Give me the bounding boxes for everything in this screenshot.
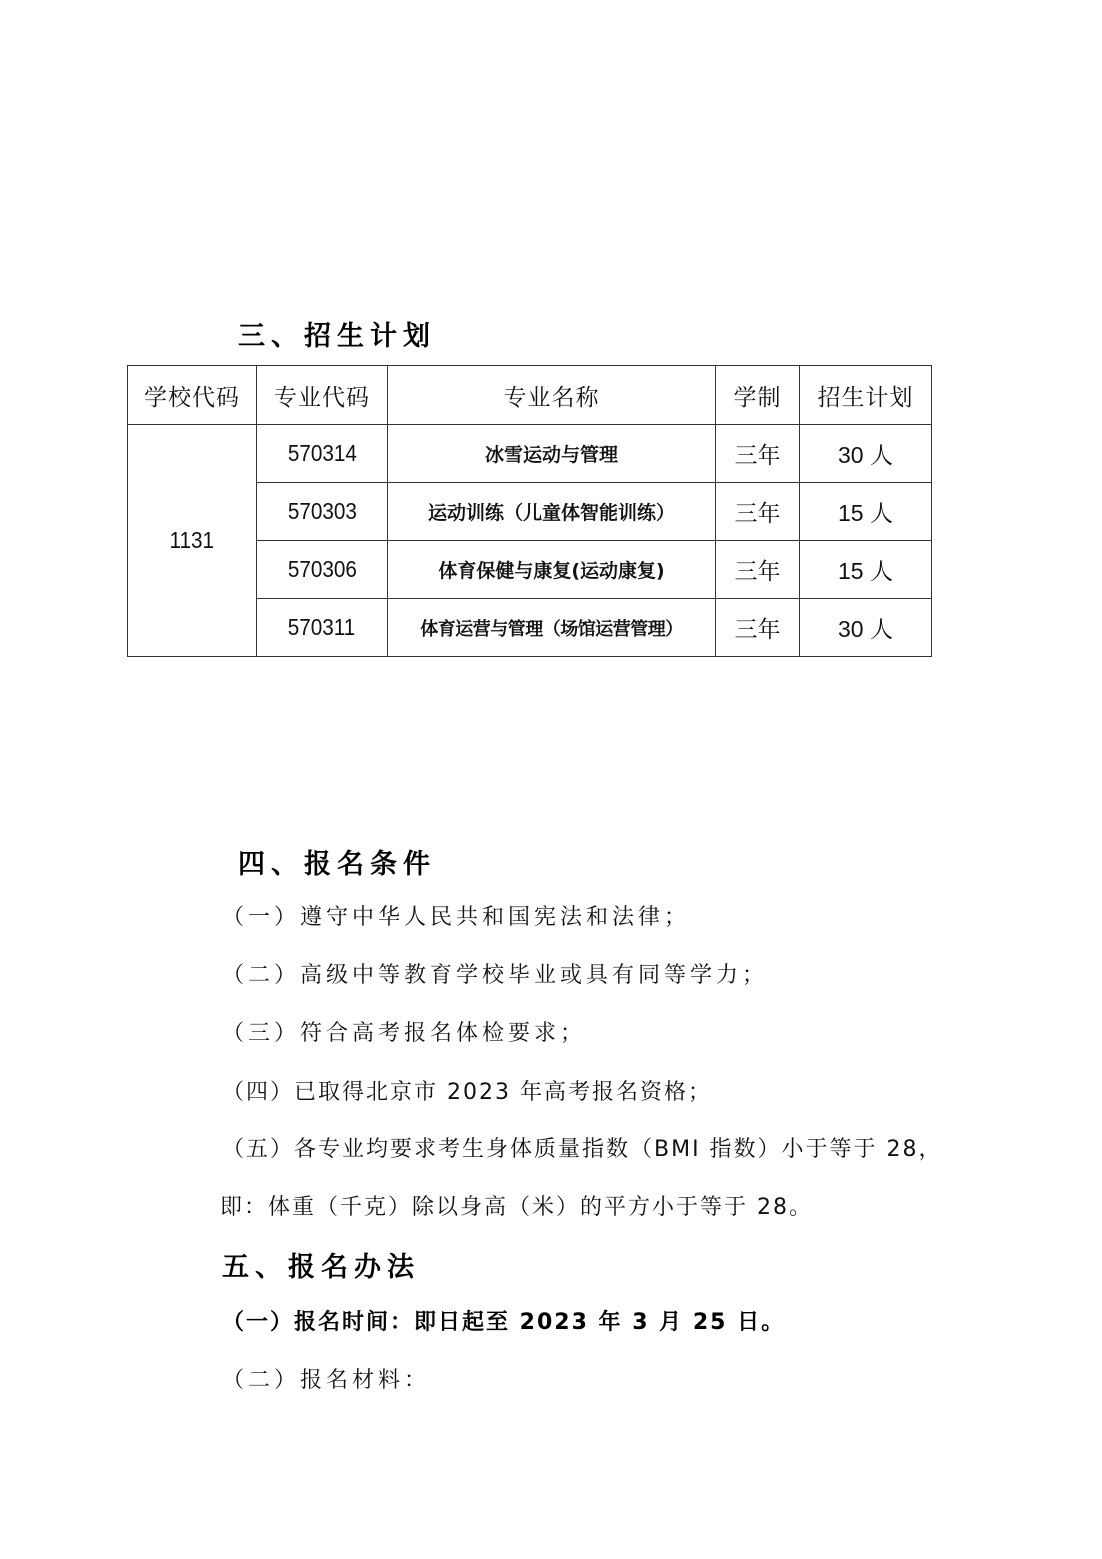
major-name-cell bbox=[388, 541, 716, 599]
major-name: 运动训练（儿童体智能训练） bbox=[427, 502, 675, 524]
major-code: 570314 bbox=[287, 440, 357, 466]
major-code-cell bbox=[257, 541, 388, 599]
major-name: 体育运营与管理（场馆运营管理） bbox=[420, 618, 683, 640]
major-name-cell bbox=[388, 425, 716, 483]
major-name: 冰雪运动与管理 bbox=[484, 444, 618, 466]
duration-cell bbox=[716, 425, 800, 483]
duration: 三年 bbox=[734, 559, 781, 585]
duration-cell bbox=[716, 483, 800, 541]
major-name: 体育保健与康复(运动康复) bbox=[438, 560, 665, 582]
eligibility-item: （四）已取得北京市 2023 年高考报名资格； bbox=[222, 1080, 712, 1105]
school-code-cell bbox=[128, 425, 257, 657]
major-code-cell bbox=[257, 599, 388, 657]
duration-cell bbox=[716, 599, 800, 657]
section-heading-application-method: 五、报名办法 bbox=[222, 1252, 420, 1283]
header-quota: 招生计划 bbox=[800, 366, 932, 425]
major-name-cell bbox=[388, 599, 716, 657]
major-code-cell bbox=[257, 425, 388, 483]
header-major-code: 专业代码 bbox=[257, 366, 388, 425]
section-heading-enrollment-plan: 三、招生计划 bbox=[238, 321, 436, 352]
application-materials: （二）报名材料： bbox=[222, 1368, 431, 1393]
school-code: 1131 bbox=[169, 527, 215, 553]
duration: 三年 bbox=[734, 617, 781, 643]
quota: 15 人 bbox=[838, 500, 893, 526]
header-major-name: 专业名称 bbox=[388, 366, 716, 425]
eligibility-item: （三）符合高考报名体检要求； bbox=[222, 1021, 587, 1046]
enrollment-plan-table bbox=[127, 365, 932, 657]
eligibility-item: （二）高级中等教育学校毕业或具有同等学力； bbox=[222, 963, 769, 988]
quota-cell bbox=[800, 483, 932, 541]
quota-cell bbox=[800, 599, 932, 657]
duration-cell bbox=[716, 541, 800, 599]
application-time: （一）报名时间：即日起至 2023 年 3 月 25 日。 bbox=[222, 1310, 786, 1335]
duration: 三年 bbox=[734, 501, 781, 527]
header-duration: 学制 bbox=[716, 366, 800, 425]
major-code: 570303 bbox=[287, 498, 357, 524]
major-code: 570306 bbox=[287, 556, 357, 582]
quota: 30 人 bbox=[838, 616, 893, 642]
header-school-code: 学校代码 bbox=[128, 366, 257, 425]
major-name-cell bbox=[388, 483, 716, 541]
quota: 15 人 bbox=[838, 558, 893, 584]
eligibility-item: （五）各专业均要求考生身体质量指数（BMI 指数）小于等于 28， bbox=[222, 1137, 943, 1162]
table-row bbox=[128, 425, 932, 483]
major-code: 570311 bbox=[288, 614, 356, 640]
section-heading-eligibility: 四、报名条件 bbox=[238, 849, 436, 880]
table-header-row bbox=[128, 366, 932, 425]
duration: 三年 bbox=[734, 443, 781, 469]
quota-cell bbox=[800, 425, 932, 483]
eligibility-item-continued: 即：体重（千克）除以身高（米）的平方小于等于 28。 bbox=[220, 1195, 813, 1220]
quota-cell bbox=[800, 541, 932, 599]
major-code-cell bbox=[257, 483, 388, 541]
quota: 30 人 bbox=[838, 442, 893, 468]
eligibility-item: （一）遵守中华人民共和国宪法和法律； bbox=[222, 905, 691, 930]
